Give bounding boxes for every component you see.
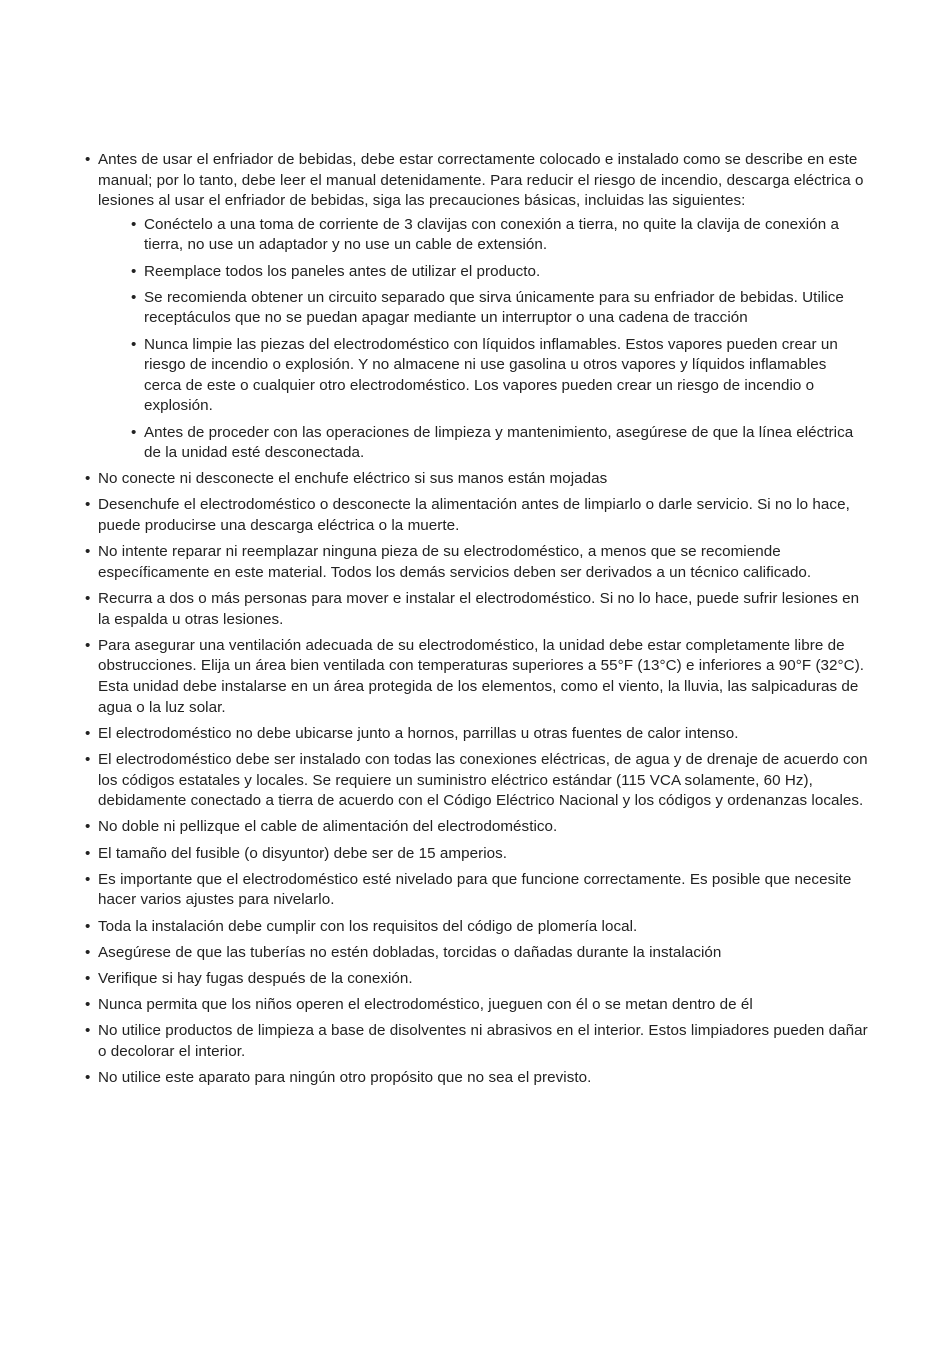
list-item-text: No utilice productos de limpieza a base de disolventes ni abrasivos en el interior. Estos limpiadores pueden dañar o decolorar el interior. [98,1022,868,1060]
list-item [85,1068,870,1089]
safety-instructions-list [85,150,870,1094]
list-item [85,495,870,536]
list-item [85,817,870,838]
list-item [85,542,870,583]
sub-list [131,215,857,464]
list-item [85,724,870,745]
list-item [85,589,870,630]
sub-list-item [131,335,857,417]
list-item [85,1021,870,1062]
list-item [85,943,870,964]
list-item-text: Asegúrese de que las tuberías no estén dobladas, torcidas o dañadas durante la instalación [98,943,722,961]
sub-list-item-text: Conéctelo a una toma de corriente de 3 clavijas con conexión a tierra, no quite la clavija de conexión a tierra, no use un adaptador y no use un cable de extensión. [144,215,839,254]
sub-list-item [131,288,857,329]
list-item-text: Nunca permita que los niños operen el electrodoméstico, jueguen con él o se metan dentro de él [98,996,753,1014]
list-item [85,870,870,911]
list-item [85,917,870,938]
list-item-text: No intente reparar ni reemplazar ninguna pieza de su electrodoméstico, a menos que se recomiende específicamente en este material. Todos los demás servicios deben ser derivados a un técnico calificado. [98,543,812,581]
list-item-text: Para asegurar una ventilación adecuada de su electrodoméstico, la unidad debe estar completamente libre de obstrucciones. Elija un área bien ventilada con temperaturas superiores a 55°F (13°C) e inferiores a 90°F (32°C). Esta unidad debe instalarse en un área protegida de los elementos, como el viento, la lluvia, las salpicaduras de agua o la luz solar. [98,636,865,716]
list-item [85,995,870,1016]
list-item-text: No utilice este aparato para ningún otro propósito que no sea el previsto. [98,1069,592,1087]
list-item-text: El electrodoméstico debe ser instalado con todas las conexiones eléctricas, de agua y de drenaje de acuerdo con los códigos estatales y locales. Se requiere un suministro eléctrico estándar (115 VCA solamente, 60 Hz), debidamente conectado a tierra de acuerdo con el Código Eléctrico Nacional y los códigos y ordenanzas locales. [98,750,868,810]
sub-list-item [131,215,857,256]
list-item [85,469,870,490]
list-item [85,750,870,812]
sub-list-item [131,423,857,464]
sub-list-item-text: Reemplace todos los paneles antes de utilizar el producto. [144,262,541,280]
list-item [85,150,870,464]
list-item-text: Antes de usar el enfriador de bebidas, debe estar correctamente colocado e instalado como se describe en este manual; por lo tanto, debe leer el manual detenidamente. Para reducir el riesgo de incendio, descarga eléctrica o lesiones al usar el enfriador de bebidas, siga las precauciones básicas, incluidas las siguientes: [98,151,864,210]
list-item-text: Toda la instalación debe cumplir con los requisitos del código de plomería local. [98,917,638,935]
list-item-text: Desenchufe el electrodoméstico o desconecte la alimentación antes de limpiarlo o darle servicio. Si no lo hace, puede producirse una descarga eléctrica o la muerte. [98,496,850,535]
sub-list-item-text: Se recomienda obtener un circuito separado que sirva únicamente para su enfriador de bebidas. Utilice receptáculos que no se puedan apagar mediante un interruptor o una cadena de tracción [144,288,844,327]
list-item-text: No conecte ni desconecte el enchufe eléctrico si sus manos están mojadas [98,470,608,488]
list-item-text: El electrodoméstico no debe ubicarse junto a hornos, parrillas u otras fuentes de calor intenso. [98,724,739,742]
list-item [85,969,870,990]
sub-list-item-text: Antes de proceder con las operaciones de limpieza y mantenimiento, asegúrese de que la línea eléctrica de la unidad esté desconectada. [144,423,854,462]
list-item-text: El tamaño del fusible (o disyuntor) debe ser de 15 amperios. [98,844,508,862]
list-item-text: Recurra a dos o más personas para mover e instalar el electrodoméstico. Si no lo hace, puede sufrir lesiones en la espalda u otras lesiones. [98,590,860,628]
list-item-text: No doble ni pellizque el cable de alimentación del electrodoméstico. [98,818,558,836]
list-item [85,636,870,718]
sub-list-item-text: Nunca limpie las piezas del electrodoméstico con líquidos inflamables. Estos vapores pueden crear un riesgo de incendio o explosión. Y no almacene ni use gasolina u otros vapores y líquidos inflamables cerca de este o cualquier otro electrodoméstico. Los vapores pueden crear un riesgo de incendio o explosión. [144,335,838,415]
list-item-text: Verifique si hay fugas después de la conexión. [98,969,413,987]
list-item [85,844,870,865]
list-item-text: Es importante que el electrodoméstico esté nivelado para que funcione correctamente. Es posible que necesite hacer varios ajustes para nivelarlo. [98,870,852,909]
sub-list-item [131,262,857,283]
